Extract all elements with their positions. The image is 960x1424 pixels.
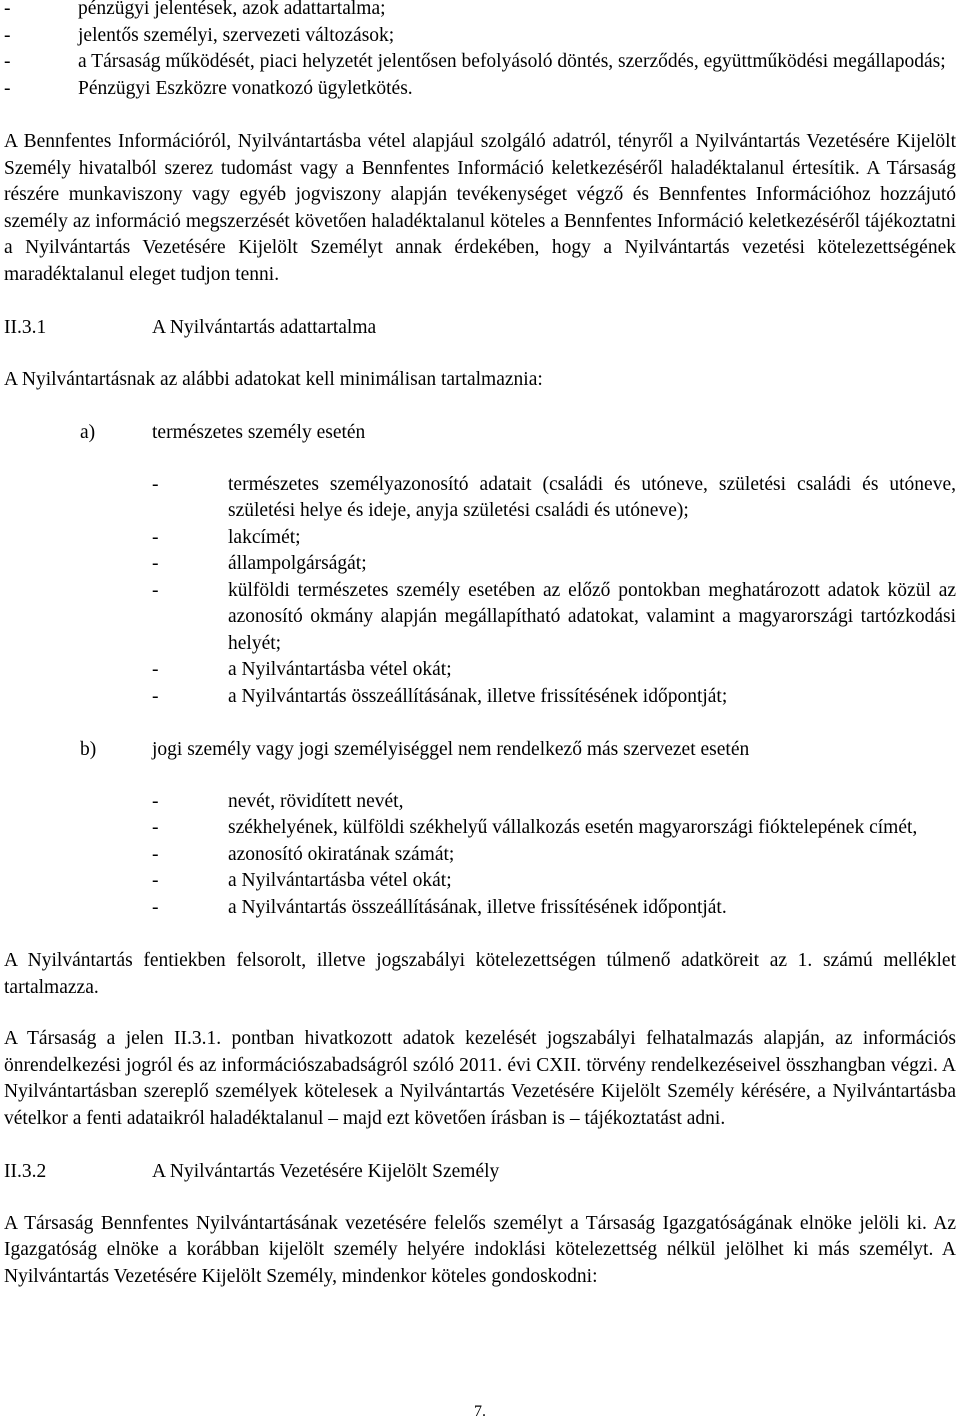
list-dash: - xyxy=(152,579,159,601)
list-item-text: azonosító okiratának számát; xyxy=(228,843,455,865)
list-dash: - xyxy=(4,24,11,46)
list-item xyxy=(152,578,956,658)
item-letter: b) xyxy=(80,739,97,760)
document-page xyxy=(4,0,956,1290)
section-heading-II-3-2 xyxy=(4,1159,956,1186)
item-letter: a) xyxy=(80,422,96,443)
list-dash: - xyxy=(152,790,159,812)
item-b-list xyxy=(4,789,956,922)
section-title: A Nyilvántartás adattartalma xyxy=(152,317,377,338)
list-item xyxy=(4,76,956,103)
list-item xyxy=(4,49,956,76)
item-a-heading xyxy=(4,420,956,447)
item-title: jogi személy vagy jogi személyiséggel nem rendelkező más szervezet esetén xyxy=(152,739,750,760)
list-item xyxy=(152,789,956,816)
list-dash: - xyxy=(4,0,11,19)
list-item-text: a Nyilvántartás összeállításának, illetve frissítésének időpontját; xyxy=(228,685,728,707)
list-item xyxy=(152,842,956,869)
list-item xyxy=(152,525,956,552)
list-item xyxy=(152,815,956,842)
paragraph-register-content-intro: A Nyilvántartásnak az alábbi adatokat kell minimálisan tartalmaznia: xyxy=(4,368,543,390)
list-item-text: Pénzügyi Eszközre vonatkozó ügyletkötés. xyxy=(78,77,413,99)
paragraph-insider-info: A Bennfentes Információról, Nyilvántartásba vétel alapjául szolgáló adatról, tényről a Nyilvántartás Vezetésére Kijelölt Személy hivatalból szerez tudomást vagy a Bennfentes Információ keletkezéséről haladéktalanul értesítik. A Társaság részére munkaviszony vagy egyéb jogviszony alapján tevékenységet végző és Bennfentes Információhoz hozzájutó személy az információ megszerzését követően haladéktalanul köteles a Bennfentes Információ keletkezéséről tájékoztatni a Nyilvántartás Vezetésére Kijelölt Személyt annak érdekében, hogy a Nyilvántartás vezetési kötelezettségének maradéktalanul eleget tudjon tenni. xyxy=(4,131,956,285)
list-item xyxy=(152,868,956,895)
top-bullet-list xyxy=(4,0,956,102)
paragraph-designated-person: A Társaság Bennfentes Nyilvántartásának vezetésére felelős személyt a Társaság Igazgatóságának elnöke jelöli ki. Az Igazgatóság elnöke a korábban kijelölt személy helyére indoklási kötelezettség nélkül jelölhet ki más személyt. A Nyilvántartás Vezetésére Kijelölt Személy, mindenkor köteles gondoskodni: xyxy=(4,1212,956,1287)
page-number: 7. xyxy=(474,1403,486,1420)
list-dash: - xyxy=(152,473,159,495)
list-dash: - xyxy=(152,526,159,548)
item-title: természetes személy esetén xyxy=(152,422,366,443)
list-item-text: székhelyének, külföldi székhelyű vállalkozás esetén magyarországi fióktelepének címét, xyxy=(228,817,918,838)
list-item-text: pénzügyi jelentések, azok adattartalma; xyxy=(78,0,386,19)
list-item-text: lakcímét; xyxy=(228,526,301,548)
list-dash: - xyxy=(152,896,159,918)
list-dash: - xyxy=(4,77,11,99)
list-item-text: állampolgárságát; xyxy=(228,553,367,574)
section-heading-II-3-1 xyxy=(4,315,956,342)
paragraph-register-appendix: A Nyilvántartás fentiekben felsorolt, illetve jogszabályi kötelezettségen túlmenő adatköreit az 1. számú melléklet tartalmazza. xyxy=(4,950,956,998)
list-item xyxy=(152,895,956,922)
list-item-text: természetes személyazonosító adatait (családi és utóneve, születési családi és utóneve, születési helye és ideje, anyja születési családi és utóneve); xyxy=(228,473,956,521)
list-item-text: a Társaság működését, piaci helyzetét jelentősen befolyásoló döntés, szerződés, együttműködési megállapodás; xyxy=(78,51,946,72)
list-dash: - xyxy=(4,51,11,72)
list-item-text: a Nyilvántartásba vétel okát; xyxy=(228,870,452,891)
list-item xyxy=(4,0,956,23)
list-item-text: jelentős személyi, szervezeti változások; xyxy=(78,24,395,46)
list-item xyxy=(152,472,956,525)
list-dash: - xyxy=(152,817,159,838)
item-a-list xyxy=(4,472,956,711)
list-item-text: a Nyilvántartásba vétel okát; xyxy=(228,659,452,680)
list-item xyxy=(152,684,956,711)
list-dash: - xyxy=(152,553,159,574)
section-title: A Nyilvántartás Vezetésére Kijelölt Személy xyxy=(152,1161,500,1182)
list-item xyxy=(152,657,956,684)
list-item-text: a Nyilvántartás összeállításának, illetve frissítésének időpontját. xyxy=(228,896,727,918)
list-item-text: külföldi természetes személy esetében az előző pontokban meghatározott adatok közül az azonosító okmány alapján megállapítható adatokat, valamint a magyarországi tartózkodási helyét; xyxy=(228,579,956,654)
section-number: II.3.1 xyxy=(4,317,47,338)
list-dash: - xyxy=(152,685,159,707)
list-dash: - xyxy=(152,659,159,680)
section-number: II.3.2 xyxy=(4,1161,47,1182)
list-dash: - xyxy=(152,843,159,865)
list-item-text: nevét, rövidített nevét, xyxy=(228,790,404,812)
list-dash: - xyxy=(152,870,159,891)
list-item xyxy=(152,551,956,578)
item-b-heading xyxy=(4,737,956,764)
paragraph-data-handling: A Társaság a jelen II.3.1. pontban hivatkozott adatok kezelését jogszabályi felhatalmazás alapján, az információs önrendelkezési jogról és az információszabadságról szóló 2011. évi CXII. törvény rendelkezéseivel összhangban végzi. A Nyilvántartásban szereplő személyek kötelesek a Nyilvántartás Vezetésére Kijelölt Személy kérésére, a Nyilvántartásba vételkor a fenti adataikról haladéktalanul – majd ezt követően írásban is – tájékoztatást adni. xyxy=(4,1028,956,1129)
list-item xyxy=(4,23,956,50)
